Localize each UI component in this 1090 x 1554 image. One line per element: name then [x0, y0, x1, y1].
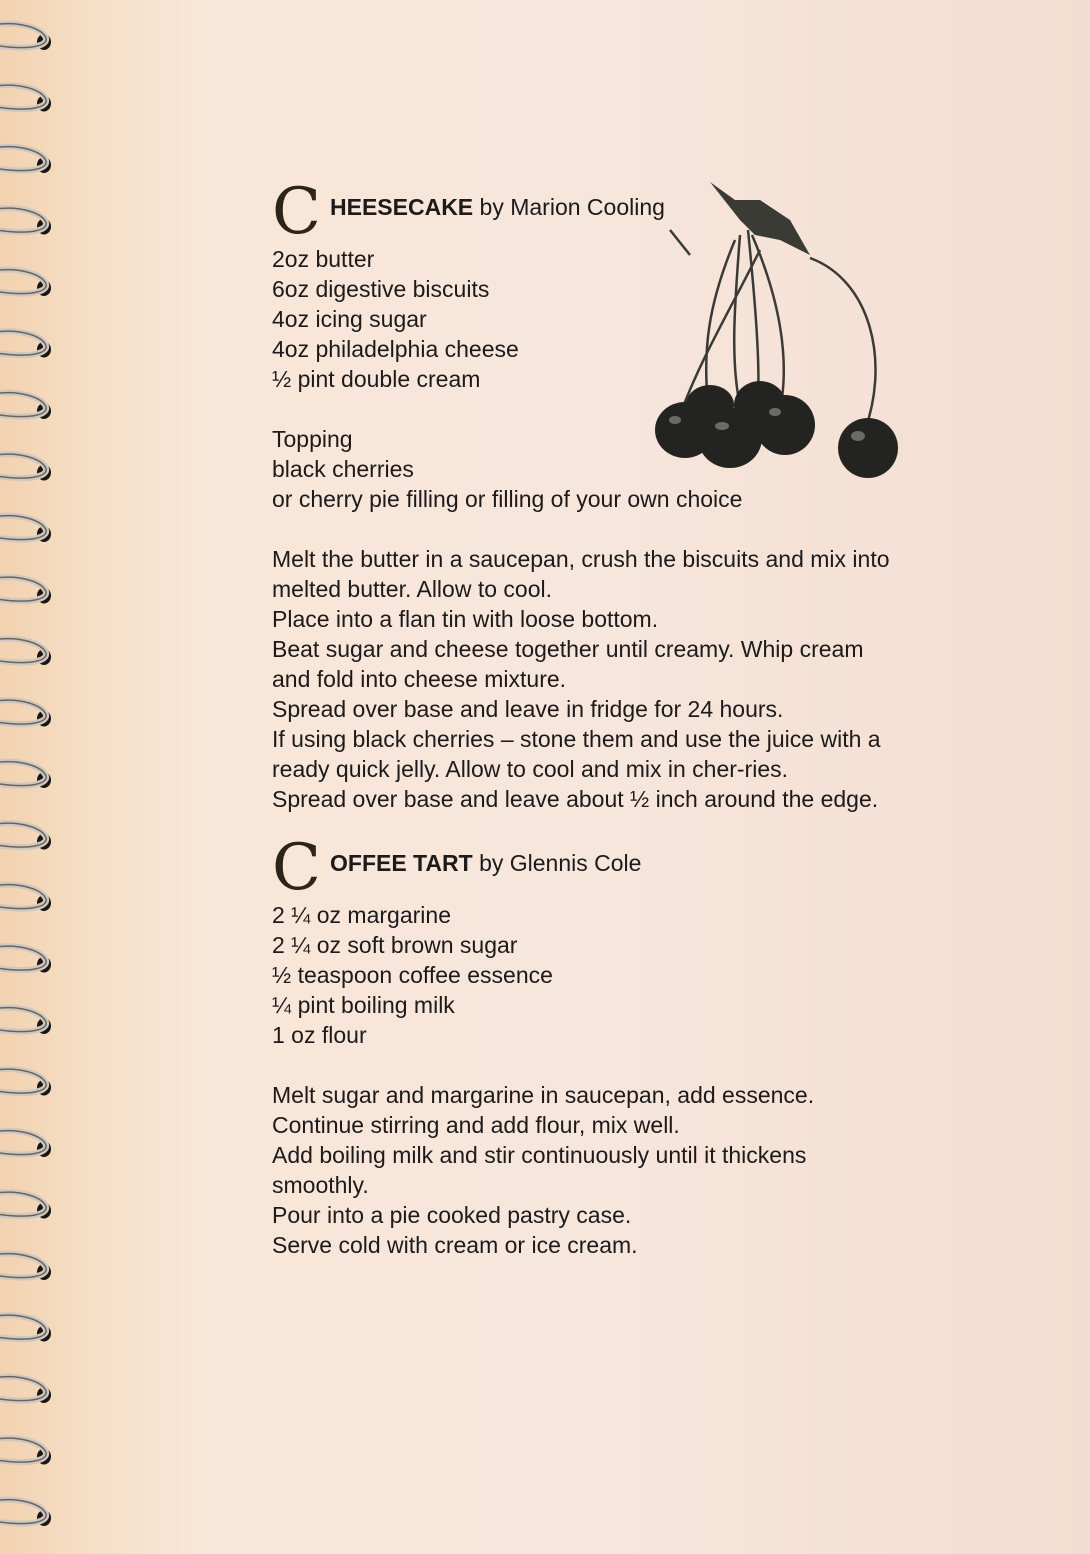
spiral-ring-icon [0, 823, 51, 849]
recipe-heading [272, 831, 912, 905]
ingredient: 2oz butter [272, 246, 375, 272]
method-step: Melt sugar and margarine in saucepan, add essence. [272, 1082, 815, 1108]
ingredient: 4oz icing sugar [272, 306, 427, 332]
ingredient: 6oz digestive biscuits [272, 276, 490, 302]
spiral-ring-icon [0, 24, 51, 50]
method-step: Add boiling milk and stir continuously until it thickens smoothly. [272, 1142, 807, 1198]
spiral-ring-icon [0, 700, 51, 726]
method-steps [272, 1080, 912, 1260]
spiral-ring-icon [0, 331, 51, 357]
spiral-ring-icon [0, 208, 51, 234]
spiral-ring-icon [0, 1438, 51, 1464]
method-step: Serve cold with cream or ice cream. [272, 1232, 638, 1258]
spiral-binding [0, 0, 70, 1554]
recipe-page [272, 175, 912, 1260]
spiral-ring-icon [0, 393, 51, 419]
ingredient: 1 oz flour [272, 1022, 367, 1048]
topping-item: or cherry pie filling or filling of your own choice [272, 486, 743, 512]
method-step: If using black cherries – stone them and use the juice with a ready quick jelly. Allow to cool and mix in cher-ries. [272, 726, 881, 782]
method-step: Spread over base and leave about ½ inch around the edge. [272, 786, 879, 812]
method-step: Place into a flan tin with loose bottom. [272, 606, 659, 632]
ingredient: ½ teaspoon coffee essence [272, 962, 553, 988]
ingredient: 2 ¼ oz margarine [272, 902, 451, 928]
spiral-ring-icon [0, 516, 51, 542]
recipe-author: by Glennis Cole [479, 850, 642, 876]
method-steps [272, 544, 912, 814]
spiral-ring-icon [0, 885, 51, 911]
spiral-ring-icon [0, 147, 51, 173]
spiral-ring-icon [0, 1500, 51, 1526]
spiral-ring-icon [0, 1069, 51, 1095]
ingredient: ½ pint double cream [272, 366, 481, 392]
spiral-ring-icon [0, 946, 51, 972]
spiral-ring-icon [0, 1131, 51, 1157]
ingredient: ¼ pint boiling milk [272, 992, 455, 1018]
ingredient: 2 ¼ oz soft brown sugar [272, 932, 518, 958]
spiral-ring-icon [0, 1008, 51, 1034]
recipe-title: HEESECAKE [330, 194, 474, 220]
spiral-ring-icon [0, 639, 51, 665]
recipe-author: by Marion Cooling [479, 194, 665, 220]
drop-cap: C [272, 175, 321, 249]
cheesecake-recipe [272, 175, 912, 814]
topping-item: black cherries [272, 456, 414, 482]
spiral-ring-icon [0, 270, 51, 296]
method-step: Continue stirring and add flour, mix well. [272, 1112, 680, 1138]
spiral-ring-icon [0, 1192, 51, 1218]
spiral-ring-icon [0, 1377, 51, 1403]
spiral-ring-icon [0, 762, 51, 788]
coffee-tart-recipe [272, 831, 912, 1260]
recipe-title: OFFEE TART [330, 850, 473, 876]
method-step: Spread over base and leave in fridge for 24 hours. [272, 696, 784, 722]
spiral-ring-icon [0, 1254, 51, 1280]
drop-cap: C [272, 831, 321, 905]
method-step: Melt the butter in a saucepan, crush the biscuits and mix into melted butter. Allow to cool. [272, 546, 890, 602]
spiral-ring-icon [0, 577, 51, 603]
method-step: Beat sugar and cheese together until creamy. Whip cream and fold into cheese mixture. [272, 636, 864, 692]
ingredient-list [272, 900, 912, 1080]
recipe-heading [272, 175, 912, 249]
ingredient-list [272, 244, 912, 544]
topping-heading: Topping [272, 426, 353, 452]
spiral-ring-icon [0, 454, 51, 480]
method-step: Pour into a pie cooked pastry case. [272, 1202, 632, 1228]
ingredient: 4oz philadelphia cheese [272, 336, 519, 362]
spiral-ring-icon [0, 1315, 51, 1341]
spiral-ring-icon [0, 85, 51, 111]
